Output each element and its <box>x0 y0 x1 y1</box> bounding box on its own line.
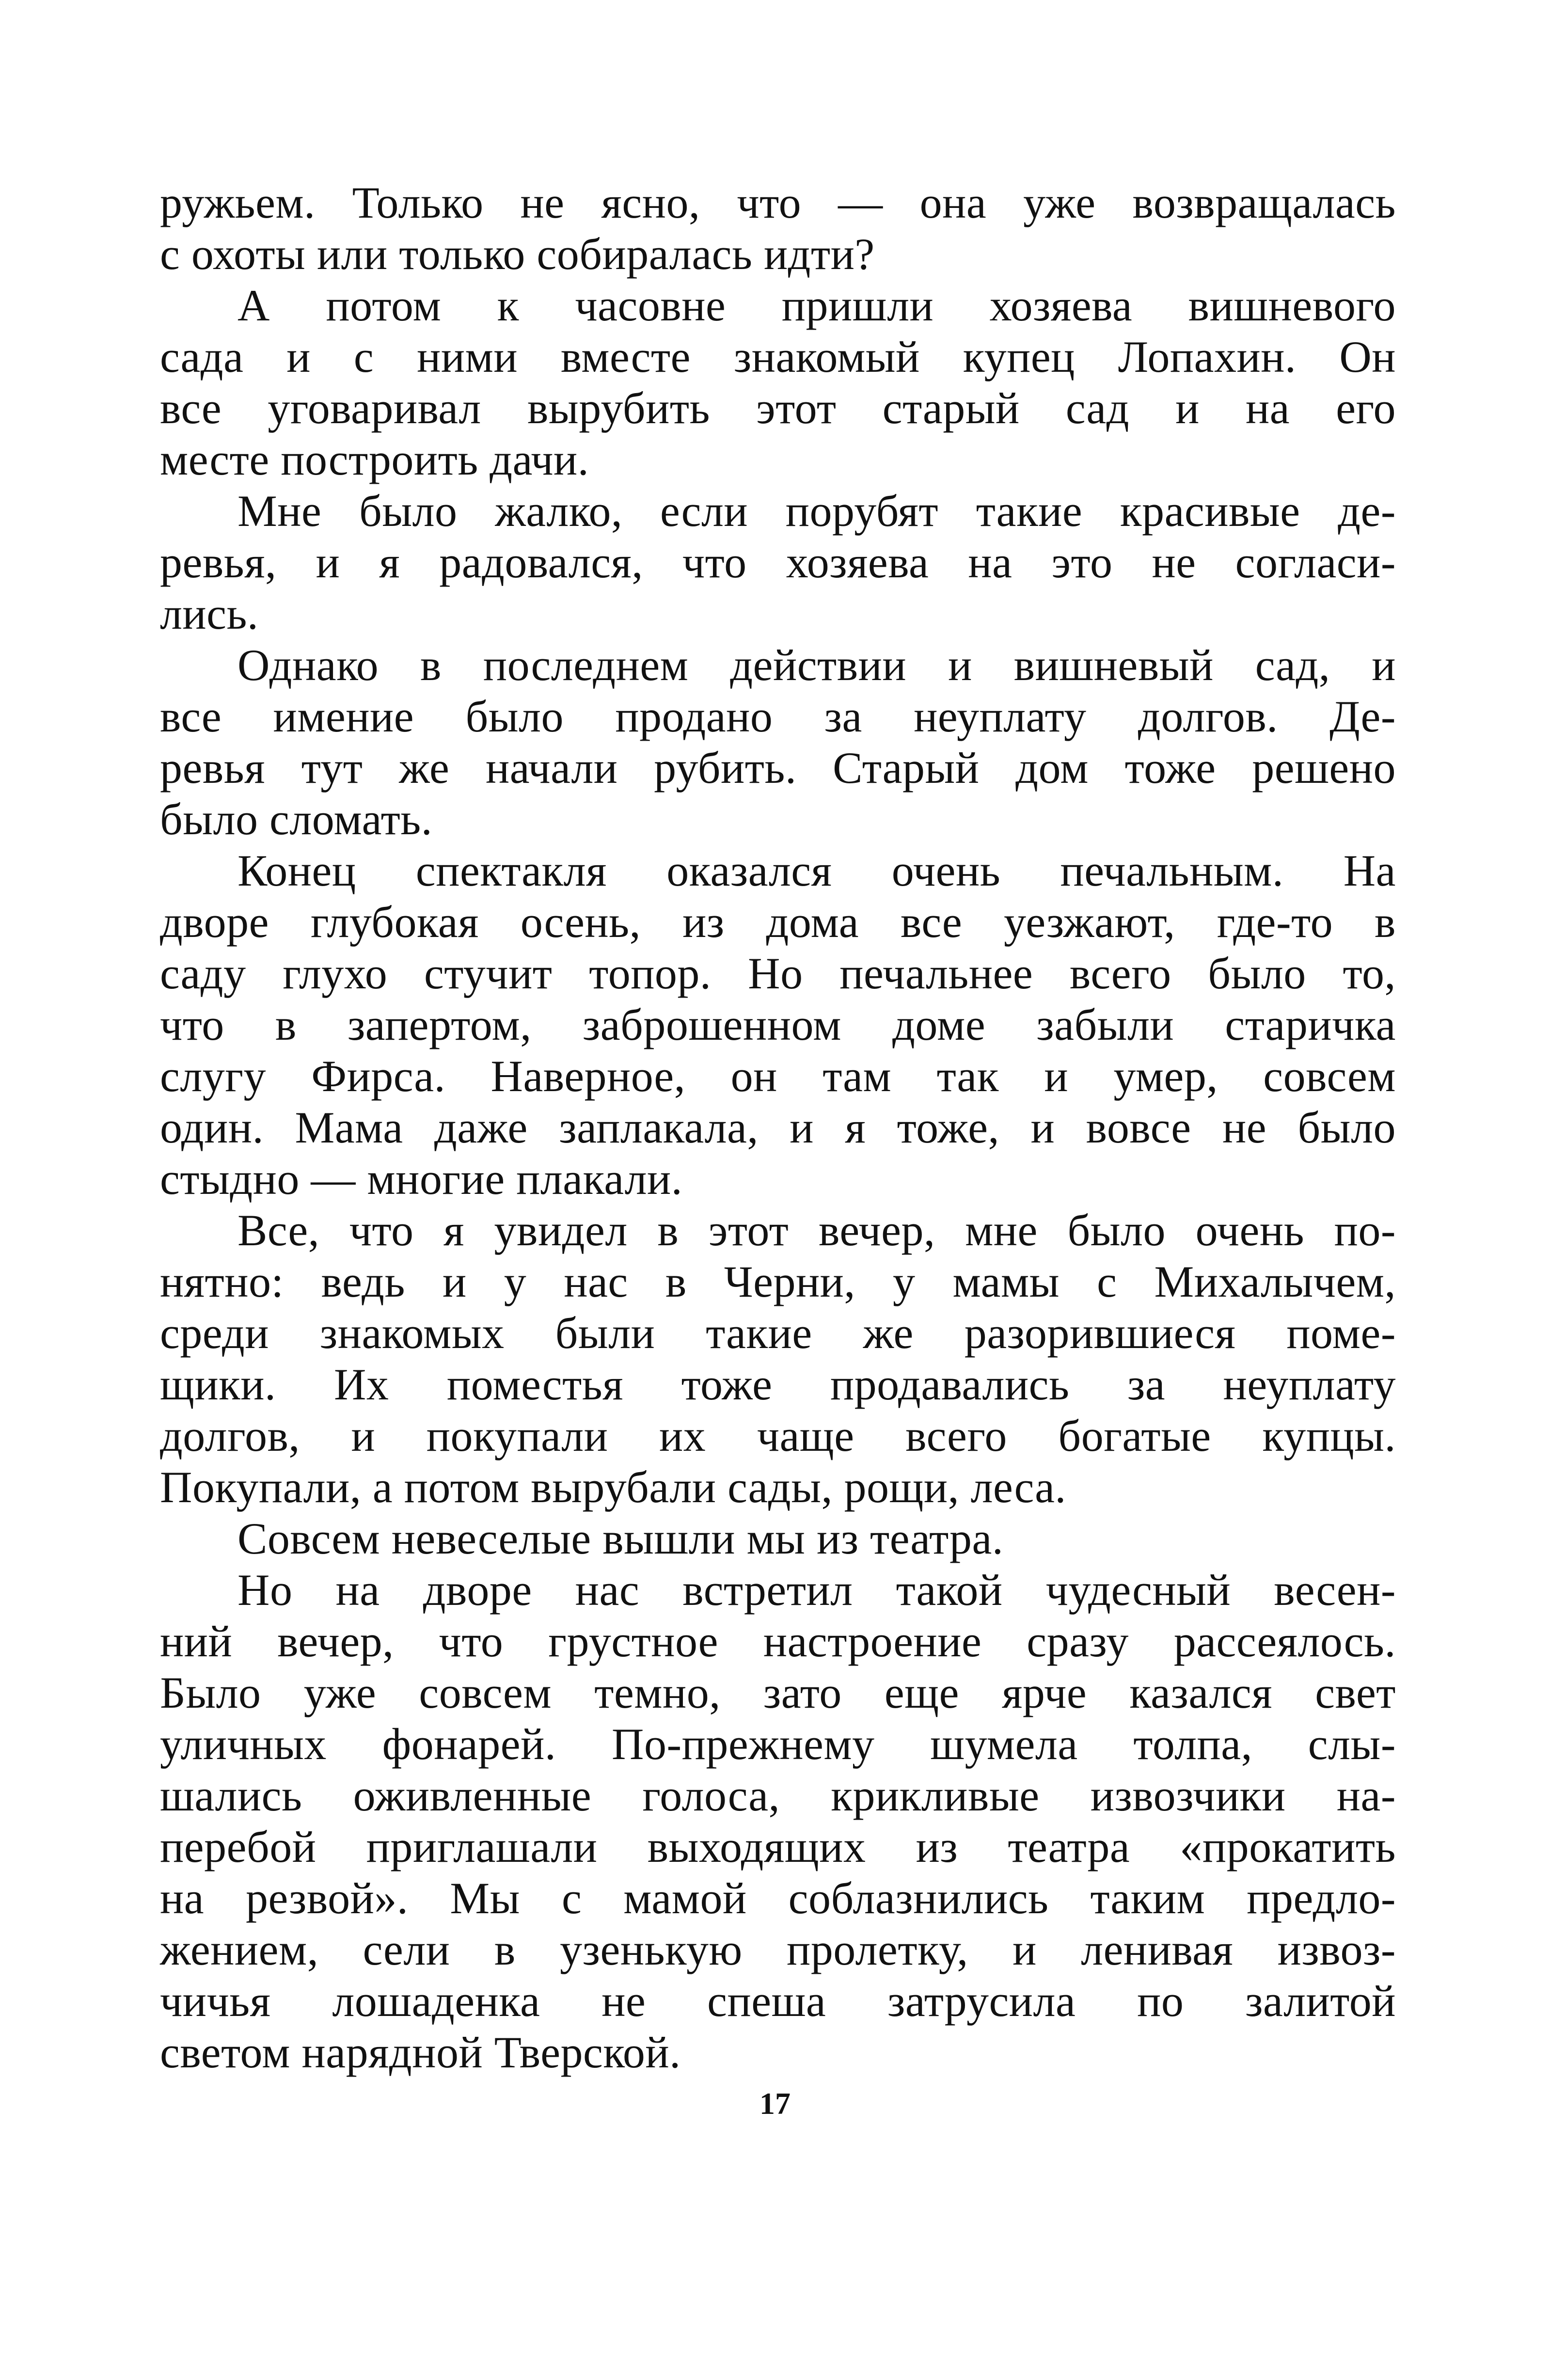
text-line: слугу Фирса. Наверное, он там так и умер, совсем <box>160 1051 1396 1101</box>
text-line: Однако в последнем действии и вишневый сад, и <box>237 640 1396 690</box>
paragraph <box>160 177 1396 280</box>
body-text <box>160 177 1396 2078</box>
text-line: все уговаривал вырубить этот старый сад и на его <box>160 383 1396 433</box>
paragraph <box>160 1564 1396 2078</box>
text-line: чичья лошаденка не спеша затрусила по залитой <box>160 1976 1396 2026</box>
text-line: было сломать. <box>160 794 433 844</box>
text-line: Совсем невеселые вышли мы из театра. <box>237 1514 1004 1563</box>
text-line: А потом к часовне пришли хозяева вишневого <box>237 281 1396 330</box>
text-line: саду глухо стучит топор. Но печальнее всего было то, <box>160 949 1396 998</box>
text-line: Все, что я увидел в этот вечер, мне было очень по- <box>237 1206 1396 1255</box>
text-line: на резвой». Мы с мамой соблазнились таким предло- <box>160 1873 1396 1923</box>
text-line: что в запертом, заброшенном доме забыли старичка <box>160 1000 1396 1049</box>
text-line: уличных фонарей. По-прежнему шумела толпа, слы- <box>160 1719 1396 1769</box>
paragraph <box>160 1513 1396 1564</box>
text-line: стыдно — многие плакали. <box>160 1154 683 1204</box>
text-line: Было уже совсем темно, зато еще ярче казался свет <box>160 1668 1396 1717</box>
text-line: лись. <box>160 589 259 638</box>
text-line: перебой приглашали выходящих из театра «прокатить <box>160 1822 1396 1872</box>
paragraph <box>160 845 1396 1205</box>
text-line: сада и с ними вместе знакомый купец Лопахин. Он <box>160 332 1396 381</box>
text-line: шались оживленные голоса, крикливые извозчики на- <box>160 1771 1396 1820</box>
text-line: нятно: ведь и у нас в Черни, у мамы с Михалычем, <box>160 1257 1396 1306</box>
text-line: с охоты или только собиралась идти? <box>160 229 875 279</box>
text-line: ревья тут же начали рубить. Старый дом тоже решено <box>160 743 1396 793</box>
text-line: ний вечер, что грустное настроение сразу рассеялось. <box>160 1617 1396 1666</box>
text-line: долгов, и покупали их чаще всего богатые купцы. <box>160 1411 1396 1460</box>
text-line: Но на дворе нас встретил такой чудесный весен- <box>237 1565 1396 1615</box>
text-line: ревья, и я радовался, что хозяева на это не согласи- <box>160 538 1396 587</box>
text-line: месте построить дачи. <box>160 435 589 484</box>
text-line: Покупали, а потом вырубали сады, рощи, леса. <box>160 1462 1066 1512</box>
text-line: щики. Их поместья тоже продавались за неуплату <box>160 1360 1396 1409</box>
text-line: среди знакомых были такие же разорившиеся поме- <box>160 1308 1396 1358</box>
paragraph <box>160 1205 1396 1513</box>
text-line: Конец спектакля оказался очень печальным. На <box>237 846 1396 895</box>
text-line: дворе глубокая осень, из дома все уезжают, где-то в <box>160 897 1396 947</box>
paragraph <box>160 639 1396 845</box>
paragraph <box>160 485 1396 639</box>
text-line: ружьем. Только не ясно, что — она уже возвращалась <box>160 178 1396 227</box>
paragraph <box>160 280 1396 485</box>
text-line: жением, сели в узенькую пролетку, и ленивая извоз- <box>160 1925 1396 1974</box>
text-line: Мне было жалко, если порубят такие красивые де- <box>237 486 1396 536</box>
text-line: светом нарядной Тверской. <box>160 2028 681 2077</box>
page-number: 17 <box>759 2086 791 2121</box>
text-line: все имение было продано за неуплату долгов. Де- <box>160 692 1396 741</box>
text-line: один. Мама даже заплакала, и я тоже, и вовсе не было <box>160 1103 1396 1152</box>
